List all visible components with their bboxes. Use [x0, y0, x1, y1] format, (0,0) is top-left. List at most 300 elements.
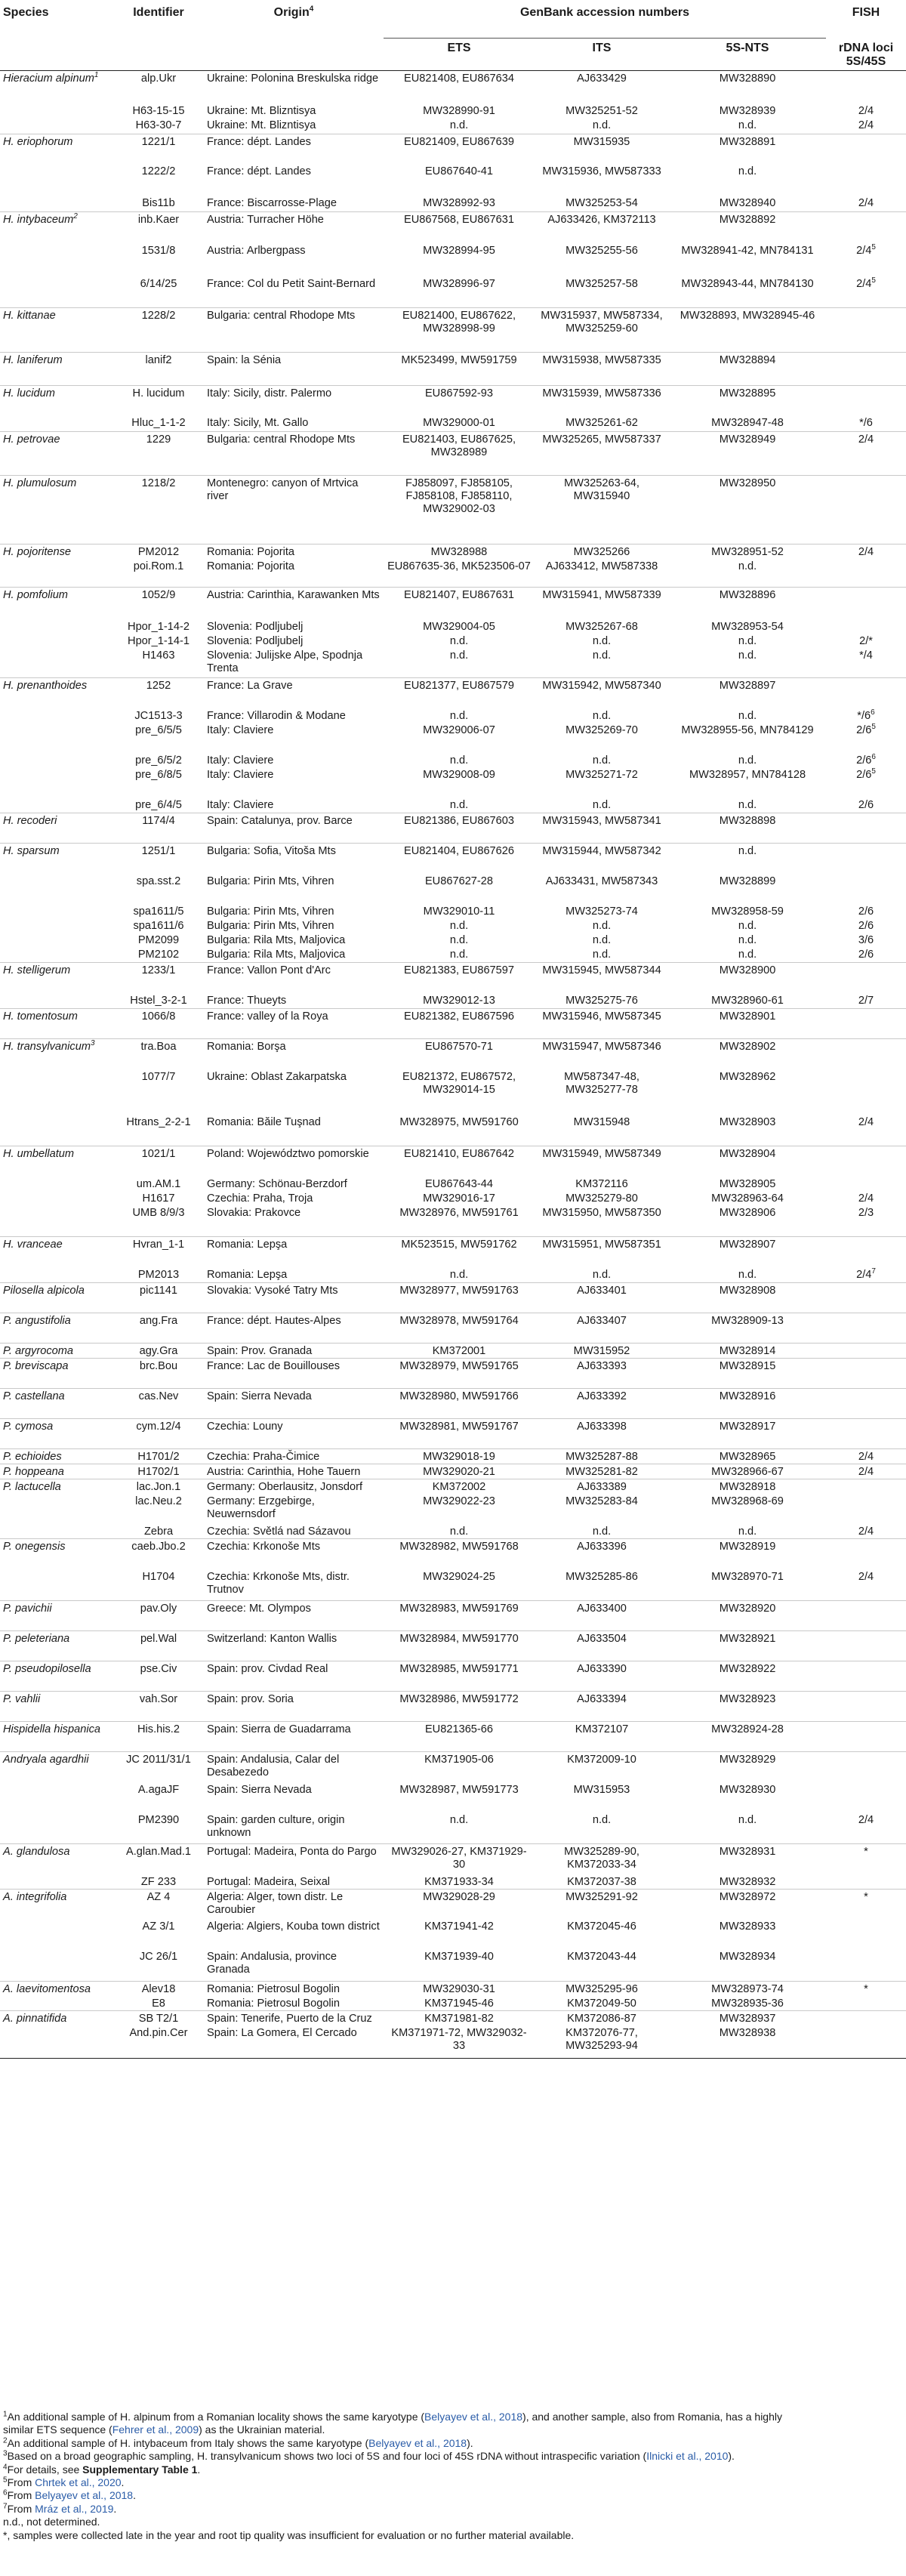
nts-cell: MW328955-56, MN784129	[681, 723, 814, 736]
ets-cell: EU867570-71	[384, 1039, 535, 1069]
table-row	[0, 211, 906, 243]
origin-cell: Romania: Pietrosul Bogolin	[207, 1997, 341, 2010]
ets-cell: n.d.	[449, 709, 469, 722]
species-cell	[0, 243, 113, 276]
species-cell	[0, 1996, 113, 2011]
fish-cell	[826, 307, 906, 352]
ets-cell: EU821403, EU867625, MW328989	[384, 431, 535, 475]
nts-cell: MW328920	[669, 1601, 826, 1631]
species-cell	[0, 559, 113, 588]
origin-cell: Romania: Lepşa	[204, 1237, 384, 1267]
species-cell	[0, 723, 113, 753]
ets-cell: KM372002	[384, 1479, 535, 1495]
identifier-cell: SB T2/1	[113, 2010, 204, 2025]
origin-cell: Italy: Claviere	[207, 768, 274, 781]
ets-cell: MW329000-01	[423, 417, 495, 429]
nts-cell: MW328937	[669, 2010, 826, 2025]
ets-cell: MW328988	[384, 544, 535, 559]
species-cell: P. castellana	[0, 1389, 113, 1419]
ets-cell: n.d.	[449, 798, 469, 811]
table-row	[0, 1344, 906, 1359]
identifier-cell: AZ 3/1	[142, 1920, 175, 1933]
origin-cell: Spain: Sierra de Guadarrama	[204, 1722, 384, 1752]
ets-cell: EU821386, EU867603	[384, 813, 535, 844]
origin-cell: France: dépt. Hautes-Alpes	[204, 1313, 384, 1344]
its-cell: MW315935	[535, 134, 669, 164]
fish-cell: $2/6^6$	[856, 752, 876, 767]
fish-cell	[826, 1389, 906, 1419]
identifier-cell: A.glan.Mad.1	[113, 1844, 204, 1874]
its-cell: MW325273-74	[565, 905, 638, 918]
table-row	[0, 1009, 906, 1039]
identifier-cell: um.AM.1	[136, 1177, 181, 1190]
origin-cell: Spain: Sierra Nevada	[204, 1389, 384, 1419]
species-cell: P. cymosa	[0, 1419, 113, 1449]
ets-cell: MW329008-09	[423, 768, 495, 781]
fish-cell: $2/4^7$	[856, 1266, 876, 1281]
ets-cell: MW329012-13	[423, 994, 495, 1007]
identifier-cell: spa1611/5	[133, 905, 184, 918]
identifier-cell: E8	[152, 1997, 165, 2010]
fish-cell: 2/4	[826, 431, 906, 475]
its-cell: MW325266	[535, 544, 669, 559]
ets-cell: MW329026-27, KM371929-30	[384, 1844, 535, 1874]
nts-cell: MW328896	[669, 588, 826, 619]
nts-cell: MW328941-42, MN784131	[681, 245, 814, 257]
ets-cell: n.d.	[449, 1813, 469, 1826]
ets-cell: KM371981-82	[384, 2010, 535, 2025]
footnote-6: $^6$From Belyayev et al., 2018.	[3, 2489, 136, 2502]
identifier-cell: 1021/1	[113, 1146, 204, 1177]
origin-cell: Spain: La Gomera, El Cercado	[204, 2025, 384, 2059]
fish-cell	[826, 1313, 906, 1344]
its-cell: MW315952	[535, 1344, 669, 1359]
table-row	[0, 1539, 906, 1569]
fish-cell: 2/4	[858, 119, 874, 131]
species-cell	[0, 103, 113, 118]
its-cell: AJ633400	[535, 1601, 669, 1631]
ets-cell: EU867643-44	[424, 1177, 494, 1190]
table-row	[0, 1569, 906, 1601]
nts-cell: n.d.	[738, 649, 757, 662]
origin-cell: France: dépt. Landes	[204, 134, 384, 164]
fish-cell	[826, 1069, 906, 1115]
species-cell: H. plumulosum	[0, 475, 113, 544]
footnote-nd: n.d., not determined.	[3, 2516, 100, 2528]
identifier-cell: H1463	[142, 649, 175, 662]
ets-cell: MW329004-05	[423, 620, 495, 633]
table-row	[0, 648, 906, 678]
nts-cell: MW328943-44, MN784130	[681, 278, 814, 290]
table-row	[0, 475, 906, 544]
table-row	[0, 1722, 906, 1752]
table-row	[0, 544, 906, 559]
fish-cell: 2/4	[858, 1115, 874, 1128]
species-cell	[0, 164, 113, 196]
nts-cell: MW328970-71	[711, 1570, 784, 1583]
species-cell	[0, 874, 113, 904]
ets-cell: MW328986, MW591772	[384, 1692, 535, 1722]
fish-cell	[826, 2025, 906, 2059]
origin-cell: Bulgaria: Pirin Mts, Vihren	[207, 905, 334, 918]
species-cell: H. eriophorum	[0, 134, 113, 164]
nts-cell: MW328966-67	[669, 1464, 826, 1479]
nts-cell: MW328918	[669, 1479, 826, 1495]
ets-cell: EU867592-93	[384, 385, 535, 415]
origin-cell: Montenegro: canyon of Mrtvica river	[204, 475, 384, 544]
table-row	[0, 2025, 906, 2059]
identifier-cell: cas.Nev	[113, 1389, 204, 1419]
species-cell	[0, 1177, 113, 1191]
identifier-cell: H1701/2	[113, 1449, 204, 1464]
table-row	[0, 1889, 906, 1919]
nts-cell: MW328924-28	[669, 1722, 826, 1752]
nts-cell: MW328919	[669, 1539, 826, 1569]
species-cell: P. breviscapa	[0, 1359, 113, 1389]
identifier-cell: 1251/1	[113, 844, 204, 874]
origin-cell: Bulgaria: Rila Mts, Maljovica	[207, 948, 346, 961]
identifier-cell: PM2012	[113, 544, 204, 559]
fish-cell: 2/4	[858, 1192, 874, 1205]
identifier-cell: H1704	[142, 1570, 175, 1583]
origin-cell: Romania: Pojorita	[207, 560, 294, 572]
ets-cell: MW329018-19	[384, 1449, 535, 1464]
nts-cell: MW328890	[719, 72, 776, 85]
fish-cell	[826, 874, 906, 904]
origin-cell: Italy: Claviere	[207, 798, 274, 811]
nts-cell: MW328903	[719, 1115, 776, 1128]
species-cell: H. petrovae	[0, 431, 113, 475]
identifier-cell: 1052/9	[113, 588, 204, 619]
ets-cell: EU867627-28	[424, 875, 494, 887]
ets-cell: EU821408, EU867634	[403, 72, 515, 85]
species-cell	[0, 767, 113, 797]
identifier-cell: PM2390	[137, 1813, 180, 1826]
identifier-cell: poi.Rom.1	[133, 560, 184, 572]
table-body	[0, 70, 906, 2059]
its-cell: MW315936, MW587333	[542, 165, 661, 177]
species-cell	[0, 1267, 113, 1283]
fish-cell: */6	[859, 417, 873, 429]
ets-cell: MW329016-17	[423, 1192, 495, 1205]
fish-cell	[826, 1949, 906, 1981]
ets-cell: n.d.	[449, 919, 469, 932]
table-row	[0, 103, 906, 118]
its-cell: MW325289-90, KM372033-34	[535, 1844, 669, 1874]
fish-cell: 2/6	[858, 919, 874, 932]
fish-cell	[826, 1539, 906, 1569]
origin-cell: Czechia: Světlá nad Sázavou	[207, 1526, 351, 1538]
species-cell: P. peleteriana	[0, 1631, 113, 1661]
table-row	[0, 708, 906, 723]
origin-cell: France: Col du Petit Saint-Bernard	[207, 278, 376, 290]
ets-cell: MW329030-31	[384, 1981, 535, 1996]
identifier-cell: 1077/7	[141, 1070, 176, 1083]
ets-cell: KM371971-72, MW329032-33	[384, 2025, 535, 2059]
fish-cell	[826, 1359, 906, 1389]
fish-cell: $2/4^5$	[856, 276, 876, 290]
its-cell: n.d.	[592, 634, 612, 647]
header-5s-nts: 5S-NTS	[669, 39, 826, 71]
identifier-cell: JC 26/1	[139, 1951, 178, 1963]
ets-cell: EU821409, EU867639	[384, 134, 535, 164]
identifier-cell: Hpor_1-14-2	[128, 620, 190, 633]
species-cell	[0, 1569, 113, 1601]
its-cell: KM372116	[575, 1177, 628, 1190]
species-cell	[0, 648, 113, 678]
footnote-3: $^3$Based on a broad geographic sampling, H. transylvanicum shows two loci of 5S and four loci of 45S rDNA without intraspecific variation (Ilnicki et al., 2010).	[3, 2450, 735, 2463]
its-cell: MW325251-52	[565, 105, 638, 117]
its-cell: KM372045-46	[567, 1920, 636, 1933]
nts-cell: n.d.	[738, 754, 757, 767]
its-cell: MW325285-86	[565, 1570, 638, 1583]
species-cell: Pilosella alpicola	[0, 1283, 113, 1313]
origin-cell: Portugal: Madeira, Ponta do Pargo	[204, 1844, 384, 1874]
ets-cell: MW328983, MW591769	[384, 1601, 535, 1631]
species-cell: H. recoderi	[0, 813, 113, 844]
fish-cell	[826, 619, 906, 634]
origin-cell: France: La Grave	[204, 678, 384, 708]
fish-cell	[826, 963, 906, 993]
origin-cell: Slovenia: Podljubelj	[207, 634, 304, 647]
table-row	[0, 1115, 906, 1146]
its-cell: AJ633398	[535, 1419, 669, 1449]
origin-cell: France: dépt. Landes	[207, 165, 311, 177]
its-cell: MW325263-64, MW315940	[535, 475, 669, 544]
origin-cell: Spain: Andalusia, Calar del Desabezedo	[204, 1752, 384, 1782]
identifier-cell: 1221/1	[113, 134, 204, 164]
nts-cell: MW328958-59	[711, 905, 784, 918]
table-row	[0, 993, 906, 1009]
its-cell: MW325281-82	[535, 1464, 669, 1479]
table-row	[0, 723, 906, 753]
fish-cell	[826, 164, 906, 196]
species-cell: P. pseudopilosella	[0, 1661, 113, 1692]
origin-cell: Portugal: Madeira, Seixal	[207, 1875, 331, 1888]
ets-cell: MW328980, MW591766	[384, 1389, 535, 1419]
nts-cell: n.d.	[738, 165, 757, 177]
species-cell	[0, 1812, 113, 1844]
origin-cell: Germany: Oberlausitz, Jonsdorf	[204, 1479, 384, 1495]
origin-cell: Bulgaria: Rila Mts, Maljovica	[207, 933, 346, 946]
identifier-cell: H63-15-15	[132, 105, 185, 117]
ets-cell: KM371933-34	[424, 1875, 494, 1888]
nts-cell: MW328934	[719, 1951, 776, 1963]
its-cell: AJ633412, MW587338	[545, 560, 658, 572]
its-cell: MW315947, MW587346	[535, 1039, 669, 1069]
its-cell: KM372049-50	[567, 1997, 636, 2010]
species-cell	[0, 1191, 113, 1205]
its-cell: KM372107	[535, 1722, 669, 1752]
origin-cell: France: Lac de Bouillouses	[204, 1359, 384, 1389]
nts-cell: MW328892	[669, 211, 826, 243]
identifier-cell: ang.Fra	[113, 1313, 204, 1344]
table-header	[0, 0, 906, 70]
its-cell: AJ633407	[535, 1313, 669, 1344]
origin-cell: Spain: Catalunya, prov. Barce	[204, 813, 384, 844]
species-cell	[0, 1494, 113, 1524]
nts-cell: n.d.	[669, 844, 826, 874]
identifier-cell: pav.Oly	[113, 1601, 204, 1631]
origin-cell: Czechia: Krkonoše Mts, distr. Trutnov	[207, 1570, 350, 1596]
table-row	[0, 559, 906, 588]
its-cell: MW325287-88	[535, 1449, 669, 1464]
fish-cell	[826, 1874, 906, 1890]
nts-cell: MW328933	[719, 1920, 776, 1933]
ets-cell: EU821365-66	[384, 1722, 535, 1752]
origin-cell: Italy: Claviere	[207, 754, 274, 767]
table-row	[0, 1844, 906, 1874]
fish-cell: 2/7	[858, 994, 874, 1007]
nts-cell: MW328973-74	[669, 1981, 826, 1996]
species-cell: H. lucidum	[0, 385, 113, 415]
species-cell	[0, 1069, 113, 1115]
nts-cell: n.d.	[738, 1526, 757, 1538]
table-row	[0, 1449, 906, 1464]
species-cell	[0, 196, 113, 211]
species-cell	[0, 1524, 113, 1539]
fish-cell: *	[826, 1981, 906, 1996]
origin-cell: Czechia: Krkonoše Mts	[204, 1539, 384, 1569]
ets-cell: KM371945-46	[424, 1997, 494, 2010]
species-cell: H. kittanae	[0, 307, 113, 352]
ets-cell: FJ858097, FJ858105, FJ858108, FJ858110, MW329002-03	[384, 475, 535, 544]
fish-cell	[826, 678, 906, 708]
identifier-cell: 1222/2	[141, 165, 176, 177]
header-ets: ETS	[384, 39, 535, 71]
origin-cell: Spain: prov. Soria	[204, 1692, 384, 1722]
ets-cell: MW328992-93	[423, 197, 495, 209]
its-cell: AJ633431, MW587343	[545, 875, 658, 887]
species-cell: H. vranceae	[0, 1237, 113, 1267]
its-cell: MW315942, MW587340	[535, 678, 669, 708]
identifier-cell: H1617	[142, 1192, 175, 1205]
header-genbank: GenBank accession numbers	[384, 0, 826, 39]
fish-cell	[826, 1479, 906, 1495]
nts-cell: n.d.	[738, 1268, 757, 1281]
nts-cell: MW328930	[719, 1783, 776, 1796]
species-cell: H. umbellatum	[0, 1146, 113, 1177]
origin-cell: Romania: Lepşa	[207, 1268, 288, 1281]
table-row	[0, 415, 906, 431]
table-row	[0, 1494, 906, 1524]
nts-cell: MW328898	[669, 813, 826, 844]
identifier-cell: pre_6/8/5	[135, 768, 182, 781]
nts-cell: MW328916	[669, 1389, 826, 1419]
fish-cell	[826, 1494, 906, 1524]
species-cell	[0, 634, 113, 648]
fish-cell	[826, 1661, 906, 1692]
footnote-7: $^7$From Mráz et al., 2019.	[3, 2502, 117, 2515]
fish-cell: 2/4	[858, 1570, 874, 1583]
ets-cell: MK523499, MW591759	[384, 352, 535, 385]
species-cell: P. hoppeana	[0, 1464, 113, 1479]
fish-cell: *	[826, 1889, 906, 1919]
identifier-cell: Hvran_1-1	[113, 1237, 204, 1267]
identifier-cell: lac.Neu.2	[135, 1495, 182, 1507]
species-cell: H. tomentosum	[0, 1009, 113, 1039]
table-row	[0, 1631, 906, 1661]
origin-cell: Greece: Mt. Olympos	[204, 1601, 384, 1631]
its-cell: MW315949, MW587349	[535, 1146, 669, 1177]
origin-cell: Czechia: Praha, Troja	[207, 1192, 313, 1205]
fish-cell: 2/*	[859, 634, 873, 647]
fish-cell: 2/6	[858, 905, 874, 918]
fish-cell	[826, 1419, 906, 1449]
origin-cell: Bulgaria: central Rhodope Mts	[204, 431, 384, 475]
fish-cell	[826, 1722, 906, 1752]
table-row	[0, 1692, 906, 1722]
species-cell: H. pojoritense	[0, 544, 113, 559]
nts-cell: MW328962	[719, 1070, 776, 1083]
ets-cell: MW329006-07	[423, 723, 495, 736]
its-cell: MW315948	[573, 1115, 630, 1128]
species-cell: H. intybaceum$^2$	[0, 211, 113, 243]
ets-cell: n.d.	[449, 119, 469, 131]
header-origin: Origin$^4$	[273, 5, 314, 19]
identifier-cell: 6/14/25	[140, 278, 177, 290]
fish-cell: 2/4	[858, 1526, 874, 1538]
footnote-1-cont: similar ETS sequence (Fehrer et al., 2009) as the Ukrainian material.	[3, 2423, 325, 2436]
ets-cell: MW328975, MW591760	[399, 1115, 519, 1128]
header-fish: FISH	[852, 6, 880, 19]
fish-cell: 2/4	[826, 1464, 906, 1479]
identifier-cell: And.pin.Cer	[113, 2025, 204, 2059]
identifier-cell: JC1513-3	[134, 709, 183, 722]
table-row	[0, 797, 906, 813]
table-row	[0, 874, 906, 904]
fish-cell	[826, 1601, 906, 1631]
species-cell	[0, 918, 113, 933]
ets-cell: MW329022-23	[423, 1495, 495, 1507]
nts-cell: MW328968-69	[711, 1495, 784, 1507]
identifier-cell: agy.Gra	[113, 1344, 204, 1359]
table-row	[0, 1479, 906, 1495]
fish-cell: 3/6	[858, 933, 874, 946]
its-cell: MW315946, MW587345	[535, 1009, 669, 1039]
its-cell: MW325255-56	[565, 245, 638, 257]
identifier-cell: pre_6/5/2	[135, 754, 182, 767]
species-cell: P. pavichii	[0, 1601, 113, 1631]
origin-cell: Slovakia: Vysoké Tatry Mts	[204, 1283, 384, 1313]
ets-cell: MW329028-29	[384, 1889, 535, 1919]
nts-cell: MW328917	[669, 1419, 826, 1449]
origin-cell: Ukraine: Mt. Blizntisya	[207, 119, 316, 131]
its-cell: AJ633390	[535, 1661, 669, 1692]
identifier-cell: 1174/4	[113, 813, 204, 844]
its-cell: AJ633426, KM372113	[535, 211, 669, 243]
species-cell: A. glandulosa	[0, 1844, 113, 1874]
header-rdna-loci: rDNA loci 5S/45S	[826, 39, 906, 71]
its-cell: n.d.	[592, 649, 612, 662]
nts-cell: MW328908	[669, 1283, 826, 1313]
nts-cell: MW328960-61	[711, 994, 784, 1007]
origin-cell: Romania: Pojorita	[204, 544, 384, 559]
nts-cell: MW328957, MN784128	[689, 768, 806, 781]
origin-cell: Bulgaria: Sofia, Vitoša Mts	[204, 844, 384, 874]
its-cell: MW315951, MW587351	[535, 1237, 669, 1267]
origin-cell: France: valley of la Roya	[204, 1009, 384, 1039]
ets-cell: EU867568, EU867631	[384, 211, 535, 243]
table-row	[0, 307, 906, 352]
nts-cell: MW328953-54	[711, 620, 784, 633]
fish-cell	[826, 844, 906, 874]
its-cell: MW315950, MW587350	[542, 1206, 661, 1219]
its-cell: AJ633396	[535, 1539, 669, 1569]
identifier-cell: 1531/8	[141, 245, 176, 257]
table-row	[0, 118, 906, 134]
fish-cell	[826, 1237, 906, 1267]
